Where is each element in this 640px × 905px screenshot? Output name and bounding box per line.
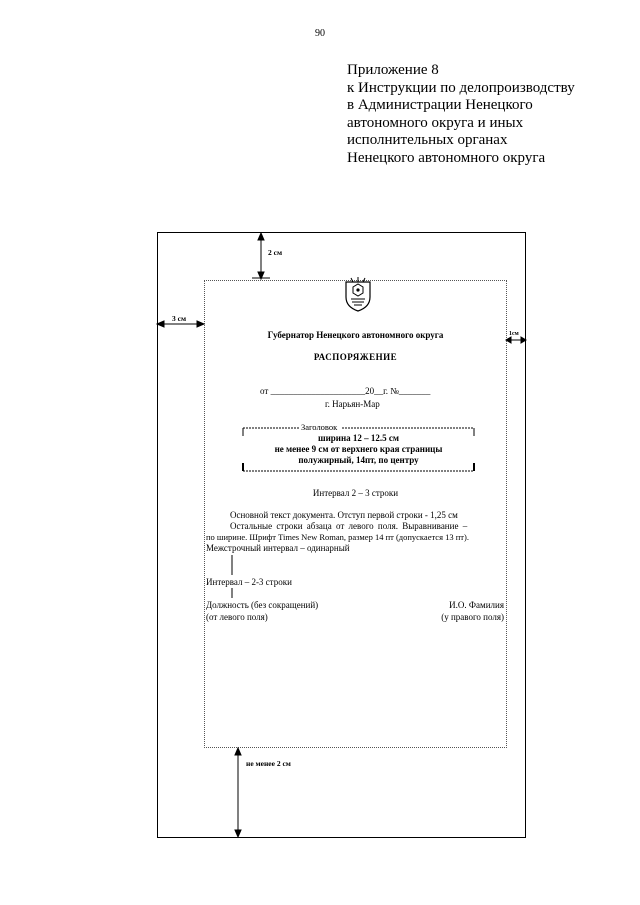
- document-type: РАСПОРЯЖЕНИЕ: [313, 352, 398, 362]
- signatory-name: И.О. Фамилия: [449, 600, 504, 610]
- place-of-issue: г. Нарьян-Мар: [325, 399, 380, 409]
- appendix-line: Приложение 8: [347, 62, 439, 78]
- heading-box-line: ширина 12 – 12.5 см: [317, 433, 400, 443]
- emblem-icon: [343, 277, 373, 313]
- right-margin-arrow: [506, 337, 526, 343]
- appendix-line: Ненецкого автономного округа: [347, 149, 546, 166]
- top-margin-label: 2 см: [268, 248, 283, 257]
- main-text-line: по ширине. Шрифт Times New Roman, размер 14 пт (допускается 13 пт).: [206, 532, 469, 542]
- page-number: 90: [315, 28, 325, 39]
- heading-box-line: не менее 9 см от верхнего края страницы: [274, 444, 443, 454]
- appendix-line: в Администрации Ненецкого: [347, 97, 533, 113]
- bottom-margin-arrow: [235, 748, 241, 837]
- main-text-line: Остальные строки абзаца от левого поля. Выравнивание –: [230, 521, 468, 531]
- appendix-line: автономного округа и иных: [347, 114, 524, 131]
- heading-box-label: Заголовок: [301, 422, 338, 432]
- heading-box-line: полужирный, 14пт, по центру: [298, 455, 419, 465]
- signature-position-note: (от левого поля): [206, 612, 268, 622]
- appendix-line: к Инструкции по делопроизводству: [347, 79, 575, 96]
- organization-name: Губернатор Ненецкого автономного округа: [267, 330, 444, 340]
- main-text-line: Основной текст документа. Отступ первой строки - 1,25 см: [230, 510, 458, 520]
- interval-label: Интервал – 2-3 строки: [206, 577, 292, 587]
- interval-label: Интервал 2 – 3 строки: [312, 488, 399, 498]
- bottom-margin-label: не менее 2 см: [246, 759, 291, 768]
- signature-position: Должность (без сокращений): [206, 600, 319, 610]
- date-number-line: от _____________________20__г. №_______: [260, 386, 431, 396]
- signatory-name-note: (у правого поля): [441, 612, 504, 622]
- right-margin-label: 1см: [509, 331, 519, 337]
- appendix-line: исполнительных органах: [347, 132, 508, 148]
- left-margin-label: 3 см: [172, 314, 187, 323]
- main-text-line: Межстрочный интервал – одинарный: [206, 543, 350, 553]
